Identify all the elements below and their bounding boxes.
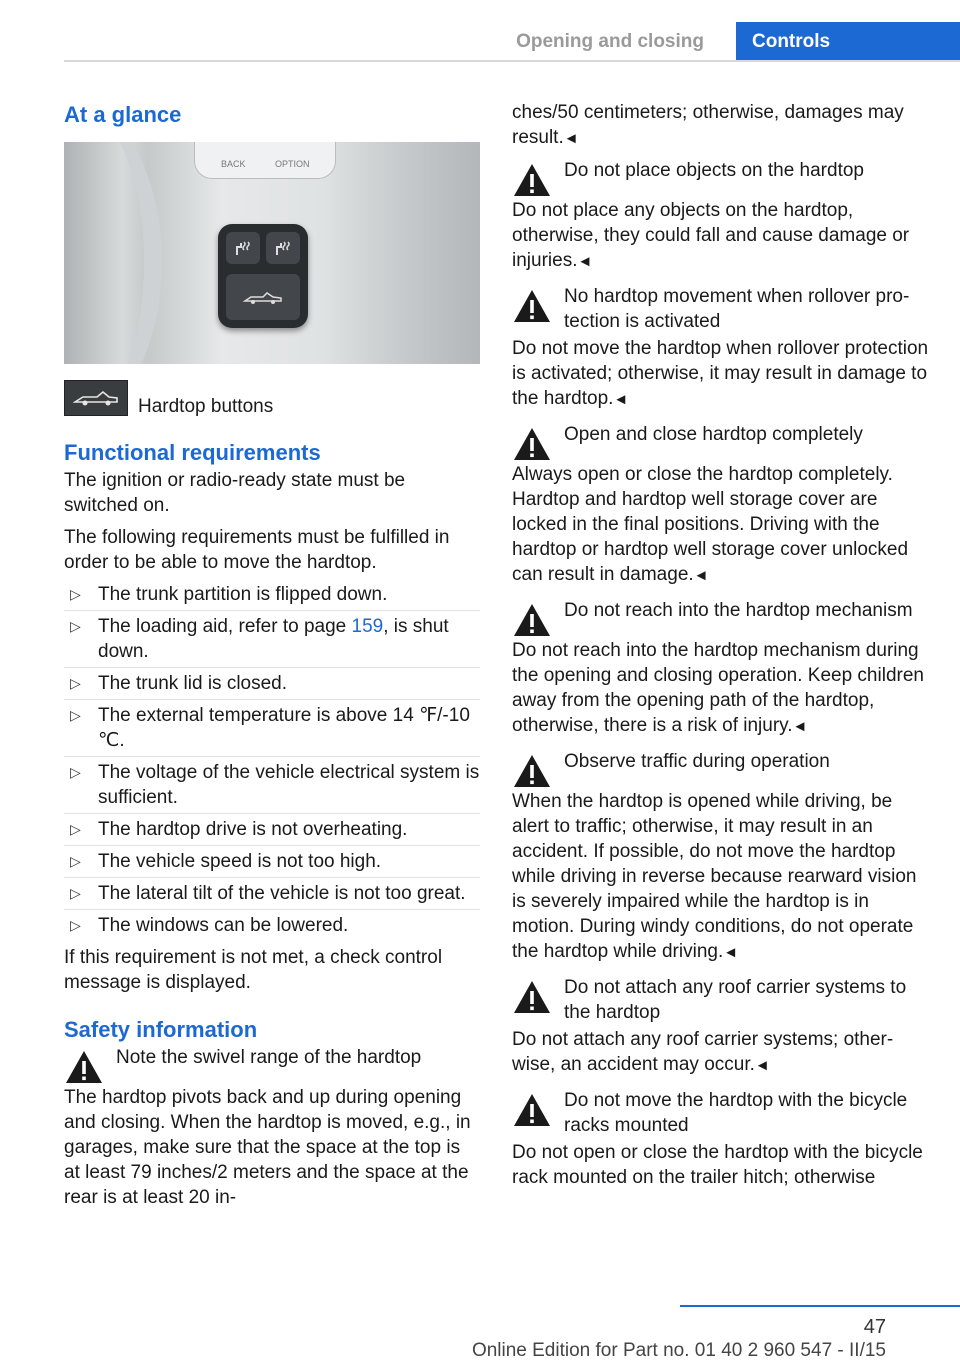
- warning-block: [512, 158, 930, 274]
- warning-title: Do not move the hardtop with the bicycle racks mounted: [564, 1090, 908, 1136]
- list-item: ▷ The vehicle speed is not too high.: [64, 849, 480, 874]
- heading-safety-information: Safety information: [64, 1017, 258, 1042]
- warning-triangle-icon: [64, 1049, 104, 1085]
- heading-functional-requirements: Functional requirements: [64, 440, 321, 465]
- warning-block: [512, 749, 930, 965]
- warning-block: [512, 1088, 930, 1190]
- warning-triangle-icon: [512, 162, 552, 198]
- paragraph: The following requirements must be fulfilled in order to be able to move the hardtop.: [64, 527, 450, 573]
- warning-text: When the hardtop is opened while driving, be alert to traffic; otherwise, it may result in an accident. If possible, do not move the hardtop while driving in reverse because rearward vision is severely impaired while the hardtop is in motion. During windy conditions, do not operate the hardtop while driving.◄: [512, 791, 917, 962]
- seat-heat-icon: [233, 239, 253, 257]
- warning-triangle-icon: [512, 426, 552, 462]
- warning-block: [512, 975, 930, 1078]
- warning-title: Open and close hardtop completely: [564, 424, 863, 445]
- warning-triangle-icon: [512, 753, 552, 789]
- warning-text: Do not move the hardtop when rollover protection is activated; otherwise, it may result in damage to the hardtop.◄: [512, 338, 929, 409]
- button-panel: [218, 224, 308, 328]
- warning-title: Do not attach any roof carrier systems to the hardtop: [564, 977, 907, 1023]
- paragraph: The ignition or radio-ready state must be switched on.: [64, 470, 406, 516]
- page-link[interactable]: 159: [351, 616, 384, 637]
- footer-rule: [680, 1305, 960, 1307]
- warning-block: [512, 284, 930, 412]
- warning-text: Do not place any objects on the hardtop, otherwise, they could fall and cause damage or injuries.◄: [512, 200, 910, 271]
- photo-label-back: BACK: [221, 159, 246, 169]
- photo-top-buttons: [194, 142, 336, 179]
- warning-text: The hardtop pivots back and up during opening and closing. When the hardtop is moved, e.g., in garages, make sure that the space at the top is at least 79 inches/2 meters and the space at the rear is at least 20 in-: [64, 1087, 471, 1208]
- list-item: ▷ The windows can be lowered.: [64, 913, 480, 938]
- header-rule: [64, 60, 960, 62]
- warning-triangle-icon: [512, 979, 552, 1015]
- seat-heating-right-button: [266, 232, 300, 264]
- list-item: ▷ The loading aid, refer to page 159, is shut down.: [64, 614, 480, 664]
- warning-block: [64, 1045, 480, 1210]
- warning-title: No hardtop movement when rollover protection is activated: [564, 286, 910, 332]
- caption-text: Hardtop buttons: [138, 395, 274, 417]
- photo-label-option: OPTION: [275, 159, 310, 169]
- photo-caption: [64, 378, 480, 418]
- warning-title: Do not place objects on the hardtop: [564, 160, 864, 181]
- convertible-car-icon: [243, 289, 283, 305]
- warning-text: Always open or close the hardtop completely. Hardtop and hardtop well storage cover are locked in the final positions. Driving with the hardtop or hardtop well storage cover unlocked can result in damage.◄: [512, 464, 909, 585]
- list-item: ▷ The trunk partition is flipped down.: [64, 582, 480, 607]
- requirements-list: [64, 582, 480, 938]
- header-section-title: Opening and closing: [516, 31, 704, 52]
- functional-requirements-section: [64, 438, 480, 995]
- paragraph: ches/50 centimeters; otherwise, damages may result.◄: [512, 102, 904, 148]
- warning-triangle-icon: [512, 288, 552, 324]
- edition-text: Online Edition for Part no. 01 40 2 960 547 - II/15: [471, 1340, 886, 1361]
- seat-heating-left-button: [226, 232, 260, 264]
- warning-title: Do not reach into the hardtop mechanism: [564, 600, 913, 621]
- safety-information-section: [64, 1015, 480, 1210]
- page-header: [0, 0, 960, 62]
- list-item: ▷ The lateral tilt of the vehicle is not too great.: [64, 881, 480, 906]
- left-column: [64, 100, 480, 1220]
- warning-title: Observe traffic during operation: [564, 751, 830, 772]
- page-number: 47: [863, 1316, 886, 1338]
- warning-text: Do not reach into the hardtop mechanism during the opening and closing operation. Keep children away from the opening path of the hardtop, otherwise, there is a risk of injury.◄: [512, 640, 924, 736]
- warning-triangle-icon: [512, 602, 552, 638]
- hardtop-button: [226, 274, 300, 320]
- header-chapter-tab: Controls: [736, 22, 960, 62]
- convertible-car-icon: [64, 380, 128, 416]
- list-item: ▷ The trunk lid is closed.: [64, 671, 480, 696]
- list-item: ▷ The voltage of the vehicle electrical system is sufficient.: [64, 760, 480, 810]
- paragraph: If this requirement is not met, a check control message is displayed.: [64, 947, 443, 993]
- list-item: ▷ The external temperature is above 14 ℉/‑10 ℃.: [64, 703, 480, 753]
- heading-at-a-glance: At a glance: [64, 102, 182, 127]
- warning-triangle-icon: [512, 1092, 552, 1128]
- hardtop-buttons-photo: [64, 142, 480, 364]
- warning-text: Do not attach any roof carrier systems; otherwise, an accident may occur.◄: [512, 1029, 894, 1075]
- list-item: ▷ The hardtop drive is not overheating.: [64, 817, 480, 842]
- warning-block: [512, 598, 930, 739]
- warning-block: [512, 422, 930, 588]
- right-column: [512, 100, 930, 1200]
- warning-text: Do not open or close the hardtop with the bicycle rack mounted on the trailer hitch; otherwise: [512, 1142, 923, 1188]
- warning-title: Note the swivel range of the hardtop: [116, 1047, 422, 1068]
- seat-heat-icon: [273, 239, 293, 257]
